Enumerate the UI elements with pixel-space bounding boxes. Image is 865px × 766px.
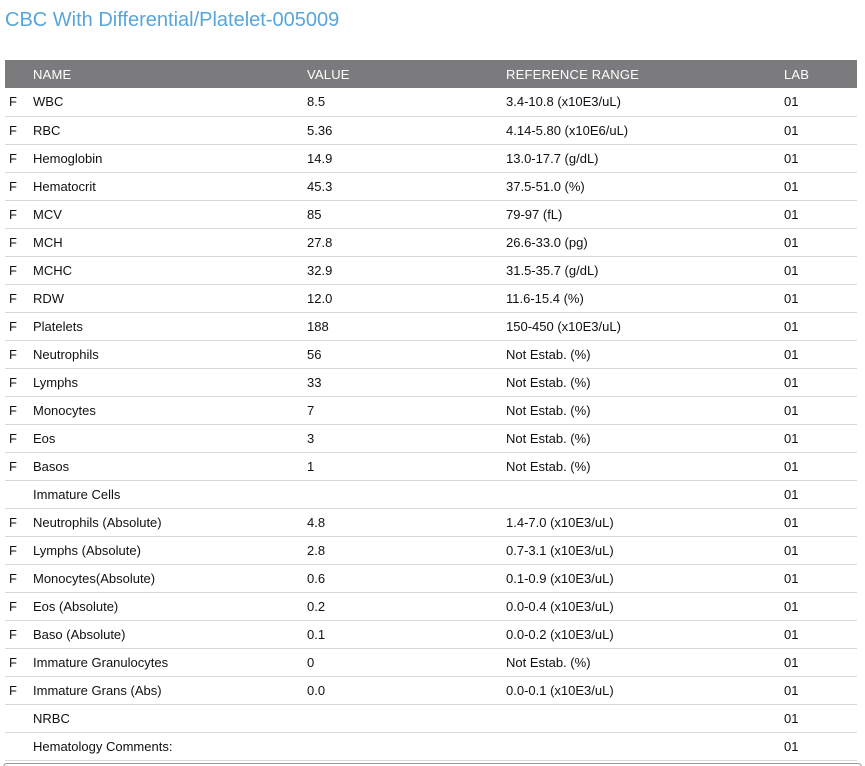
value-cell: 0.2: [307, 592, 506, 620]
reference-range-cell: [506, 480, 782, 508]
results-table-body: [5, 88, 857, 760]
test-name-cell: Hematology Comments:: [33, 732, 307, 760]
table-row: [5, 732, 857, 760]
value-cell: 85: [307, 200, 506, 228]
test-name-cell: Baso (Absolute): [33, 620, 307, 648]
flag-cell: F: [5, 452, 33, 480]
table-row: [5, 228, 857, 256]
reference-range-cell: 31.5-35.7 (g/dL): [506, 256, 782, 284]
test-name-cell: Eos: [33, 424, 307, 452]
table-row: [5, 480, 857, 508]
table-row: [5, 144, 857, 172]
table-row: [5, 452, 857, 480]
reference-range-cell: 4.14-5.80 (x10E6/uL): [506, 116, 782, 144]
lab-cell: 01: [782, 536, 857, 564]
test-name-cell: NRBC: [33, 704, 307, 732]
reference-range-cell: 0.0-0.2 (x10E3/uL): [506, 620, 782, 648]
test-name-cell: Immature Cells: [33, 480, 307, 508]
value-cell: 2.8: [307, 536, 506, 564]
value-cell: 32.9: [307, 256, 506, 284]
reference-range-cell: [506, 732, 782, 760]
lab-cell: 01: [782, 732, 857, 760]
reference-range-cell: Not Estab. (%): [506, 396, 782, 424]
value-cell: 188: [307, 312, 506, 340]
lab-cell: 01: [782, 368, 857, 396]
flag-cell: F: [5, 172, 33, 200]
table-row: [5, 704, 857, 732]
test-name-cell: Monocytes(Absolute): [33, 564, 307, 592]
test-name-cell: MCHC: [33, 256, 307, 284]
table-row: [5, 676, 857, 704]
value-cell: 27.8: [307, 228, 506, 256]
test-name-cell: Immature Granulocytes: [33, 648, 307, 676]
reference-range-cell: Not Estab. (%): [506, 340, 782, 368]
test-name-cell: Basos: [33, 452, 307, 480]
test-name-cell: RBC: [33, 116, 307, 144]
reference-range-cell: 1.4-7.0 (x10E3/uL): [506, 508, 782, 536]
reference-range-cell: Not Estab. (%): [506, 368, 782, 396]
flag-cell: F: [5, 620, 33, 648]
table-row: [5, 648, 857, 676]
lab-cell: 01: [782, 144, 857, 172]
lab-cell: 01: [782, 648, 857, 676]
flag-cell: F: [5, 368, 33, 396]
lab-cell: 01: [782, 312, 857, 340]
lab-cell: 01: [782, 620, 857, 648]
test-name-cell: Hematocrit: [33, 172, 307, 200]
table-row: [5, 564, 857, 592]
lab-cell: 01: [782, 284, 857, 312]
table-row: [5, 256, 857, 284]
flag-cell: F: [5, 648, 33, 676]
test-name-cell: Eos (Absolute): [33, 592, 307, 620]
value-cell: 12.0: [307, 284, 506, 312]
lab-cell: 01: [782, 340, 857, 368]
test-name-cell: WBC: [33, 88, 307, 116]
results-table-header: [5, 60, 857, 88]
reference-range-cell: 11.6-15.4 (%): [506, 284, 782, 312]
flag-cell: [5, 480, 33, 508]
test-name-cell: MCV: [33, 200, 307, 228]
value-cell: 8.5: [307, 88, 506, 116]
lab-cell: 01: [782, 592, 857, 620]
test-name-cell: Lymphs: [33, 368, 307, 396]
header-lab: LAB: [782, 60, 857, 88]
lab-cell: 01: [782, 256, 857, 284]
test-name-cell: Monocytes: [33, 396, 307, 424]
reference-range-cell: Not Estab. (%): [506, 452, 782, 480]
lab-cell: 01: [782, 676, 857, 704]
test-name-cell: Hemoglobin: [33, 144, 307, 172]
flag-cell: F: [5, 536, 33, 564]
flag-cell: F: [5, 228, 33, 256]
reference-range-cell: 79-97 (fL): [506, 200, 782, 228]
test-name-cell: Neutrophils (Absolute): [33, 508, 307, 536]
reference-range-cell: 3.4-10.8 (x10E3/uL): [506, 88, 782, 116]
lab-cell: 01: [782, 228, 857, 256]
flag-cell: F: [5, 116, 33, 144]
hematology-comments-box[interactable]: [3, 763, 862, 766]
page-title: CBC With Differential/Platelet-005009: [5, 9, 340, 31]
flag-cell: F: [5, 676, 33, 704]
table-row: [5, 368, 857, 396]
table-row: [5, 116, 857, 144]
reference-range-cell: [506, 704, 782, 732]
lab-cell: 01: [782, 704, 857, 732]
value-cell: 33: [307, 368, 506, 396]
table-row: [5, 396, 857, 424]
value-cell: 5.36: [307, 116, 506, 144]
flag-cell: F: [5, 340, 33, 368]
lab-cell: 01: [782, 452, 857, 480]
value-cell: [307, 732, 506, 760]
flag-cell: F: [5, 592, 33, 620]
test-name-cell: RDW: [33, 284, 307, 312]
table-row: [5, 88, 857, 116]
value-cell: 0.1: [307, 620, 506, 648]
table-row: [5, 312, 857, 340]
flag-cell: F: [5, 284, 33, 312]
reference-range-cell: 0.0-0.4 (x10E3/uL): [506, 592, 782, 620]
table-row: [5, 172, 857, 200]
value-cell: 7: [307, 396, 506, 424]
table-row: [5, 200, 857, 228]
lab-cell: 01: [782, 508, 857, 536]
flag-cell: [5, 704, 33, 732]
reference-range-cell: 13.0-17.7 (g/dL): [506, 144, 782, 172]
value-cell: 56: [307, 340, 506, 368]
test-name-cell: Lymphs (Absolute): [33, 536, 307, 564]
test-name-cell: Neutrophils: [33, 340, 307, 368]
reference-range-cell: Not Estab. (%): [506, 424, 782, 452]
flag-cell: F: [5, 312, 33, 340]
test-name-cell: Immature Grans (Abs): [33, 676, 307, 704]
header-reference-range: REFERENCE RANGE: [506, 60, 782, 88]
table-row: [5, 424, 857, 452]
flag-cell: F: [5, 200, 33, 228]
flag-cell: F: [5, 396, 33, 424]
reference-range-cell: Not Estab. (%): [506, 648, 782, 676]
reference-range-cell: 0.1-0.9 (x10E3/uL): [506, 564, 782, 592]
value-cell: 4.8: [307, 508, 506, 536]
reference-range-cell: 26.6-33.0 (pg): [506, 228, 782, 256]
table-row: [5, 620, 857, 648]
header-name: NAME: [33, 60, 307, 88]
test-name-cell: Platelets: [33, 312, 307, 340]
lab-cell: 01: [782, 200, 857, 228]
reference-range-cell: 37.5-51.0 (%): [506, 172, 782, 200]
reference-range-cell: 150-450 (x10E3/uL): [506, 312, 782, 340]
flag-cell: F: [5, 564, 33, 592]
value-cell: [307, 480, 506, 508]
flag-cell: F: [5, 256, 33, 284]
table-row: [5, 340, 857, 368]
table-row: [5, 536, 857, 564]
lab-cell: 01: [782, 172, 857, 200]
lab-cell: 01: [782, 480, 857, 508]
value-cell: 0.6: [307, 564, 506, 592]
reference-range-cell: 0.7-3.1 (x10E3/uL): [506, 536, 782, 564]
lab-cell: 01: [782, 116, 857, 144]
flag-cell: F: [5, 144, 33, 172]
value-cell: 14.9: [307, 144, 506, 172]
lab-cell: 01: [782, 424, 857, 452]
lab-cell: 01: [782, 396, 857, 424]
header-row: [5, 60, 857, 88]
flag-cell: [5, 732, 33, 760]
table-row: [5, 508, 857, 536]
table-row: [5, 284, 857, 312]
test-name-cell: MCH: [33, 228, 307, 256]
value-cell: [307, 704, 506, 732]
flag-cell: F: [5, 424, 33, 452]
lab-cell: 01: [782, 88, 857, 116]
value-cell: 0.0: [307, 676, 506, 704]
lab-cell: 01: [782, 564, 857, 592]
reference-range-cell: 0.0-0.1 (x10E3/uL): [506, 676, 782, 704]
flag-cell: F: [5, 508, 33, 536]
results-table: [5, 60, 857, 761]
header-flag: [5, 60, 33, 88]
table-row: [5, 592, 857, 620]
value-cell: 1: [307, 452, 506, 480]
value-cell: 3: [307, 424, 506, 452]
value-cell: 45.3: [307, 172, 506, 200]
flag-cell: F: [5, 88, 33, 116]
value-cell: 0: [307, 648, 506, 676]
header-value: VALUE: [307, 60, 506, 88]
